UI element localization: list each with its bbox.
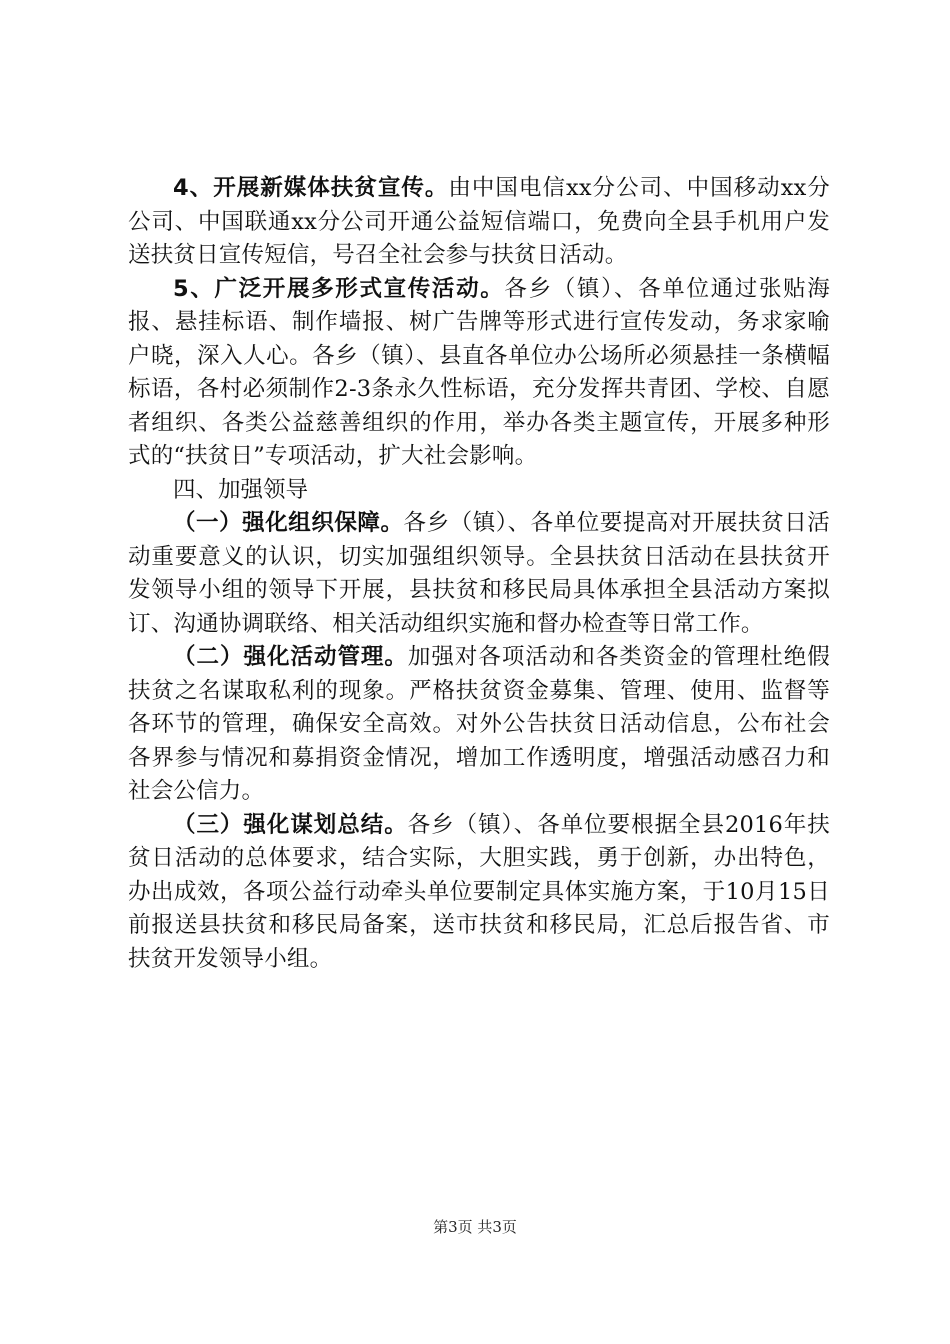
subsection-lead: （一）强化组织保障。 — [173, 510, 404, 536]
subsection-text: 各乡（镇）、各单位要根据全县2016年扶贫日活动的总体要求，结合实际，大胆实践，勇于创新，办出特色，办出成效，各项公益行动牵头单位要制定具体实施方案，于10月15日前报送县扶贫和移民局备案，送市扶贫和移民局，汇总后报告省、市扶贫开发领导小组。 — [128, 811, 830, 972]
subsection-planning — [128, 809, 830, 977]
paragraph-lead: 5、广泛开展多形式宣传活动。 — [173, 275, 505, 302]
paragraph-multi-form-publicity — [128, 273, 830, 474]
page-footer — [0, 1216, 950, 1237]
subsection-text: 各乡（镇）、各单位要提高对开展扶贫日活动重要意义的认识，切实加强组织领导。全县扶贫日活动在县扶贫开发领导小组的领导下开展，县扶贫和移民局具体承担全县活动方案拟订、沟通协调联络、相关活动组织实施和督办检查等日常工作。 — [128, 510, 830, 637]
subsection-lead: （三）强化谋划总结。 — [173, 811, 408, 838]
subsection-organization — [128, 507, 830, 641]
paragraph-text: 由中国电信xx分公司、中国移动xx分公司、中国联通xx分公司开通公益短信端口，免费向全县手机用户发送扶贫日宣传短信，号召全社会参与扶贫日活动。 — [128, 175, 830, 268]
section-heading: 四、加强领导 — [173, 476, 309, 503]
subsection-management — [128, 641, 830, 809]
subsection-lead: （二）强化活动管理。 — [173, 644, 408, 670]
document-body — [128, 172, 830, 976]
page-number: 第3页 共3页 — [433, 1218, 517, 1236]
paragraph-text: 各乡（镇）、各单位通过张贴海报、悬挂标语、制作墙报、树广告牌等形式进行宣传发动，务求家喻户晓，深入人心。各乡（镇）、县直各单位办公场所必须悬挂一条横幅标语，各村必须制作2-3条永久性标语，充分发挥共青团、学校、自愿者组织、各类公益慈善组织的作用，举办各类主题宣传，开展多种形式的“扶贫日”专项活动，扩大社会影响。 — [128, 275, 830, 469]
subsection-text: 加强对各项活动和各类资金的管理杜绝假扶贫之名谋取私利的现象。严格扶贫资金募集、管理、使用、监督等各环节的管理，确保安全高效。对外公告扶贫日活动信息，公布社会各界参与情况和募捐资金情况，增加工作透明度，增强活动感召力和社会公信力。 — [128, 644, 830, 804]
paragraph-new-media-publicity — [128, 172, 830, 273]
paragraph-lead: 4、开展新媒体扶贫宣传。 — [173, 175, 449, 201]
